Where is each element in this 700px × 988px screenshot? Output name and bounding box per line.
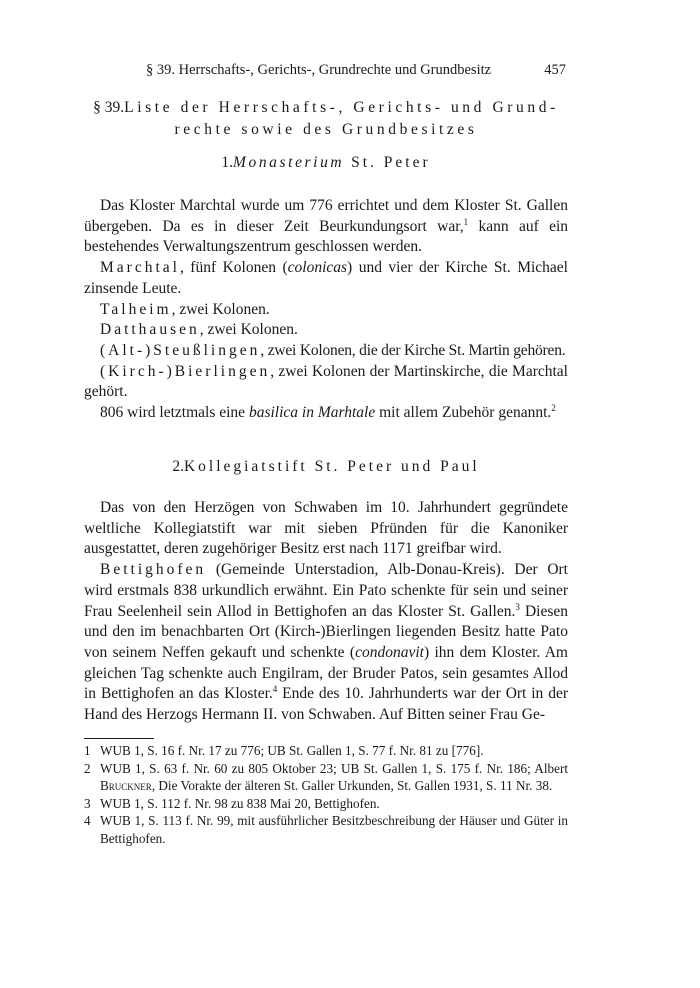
- italic-term: colonicas: [287, 259, 348, 277]
- place-name: Marchtal: [100, 259, 180, 277]
- section-heading: [84, 97, 568, 141]
- paragraph-text: ) und vier der Kirche St. Michael zinsende Leute.: [84, 259, 568, 297]
- footnote-ref: 2: [551, 403, 556, 414]
- paragraph-text: Diesen und den im benachbarten Ort (Kirch-)Bierlingen liegenden Besitz hatte Pato von seinem Neffen gekauft und schenkte (: [84, 602, 568, 661]
- footnote-text: , Die Vorakte der älteren St. Galler Urkunden, St. Gallen 1931, S. 11 Nr. 38.: [151, 778, 553, 793]
- paragraph: [84, 320, 568, 341]
- footnote: [84, 795, 568, 813]
- footnote-number: 2: [84, 760, 91, 776]
- paragraph-text: , zwei Kolonen.: [171, 300, 270, 318]
- paragraph: [84, 196, 568, 258]
- place-name: (Alt-)Steußlingen: [100, 341, 261, 359]
- footnote-text: WUB 1, S. 112 f. Nr. 98 zu 838 Mai 20, Bettighofen.: [100, 795, 380, 811]
- paragraph-text: Das Kloster Marchtal wurde um 776 errichtet und dem Kloster St. Gallen übergeben. Da es in dieser Zeit Beurkundungsort war,: [84, 197, 568, 235]
- part-1-body: [84, 196, 568, 424]
- page-number: 457: [544, 62, 566, 78]
- part-1-title-italic: Monasterium: [232, 154, 345, 171]
- paragraph: Das von den Herzögen von Schwaben im 10. Jahrhundert gegründete weltliche Kollegiatstift war mit sieben Pfründen für die Kanoniker ausgestattet, deren zugehöriger Besitz erst nach 1171 greifbar wird.: [84, 499, 568, 558]
- footnote-text: WUB 1, S. 113 f. Nr. 99, mit ausführlicher Besitzbeschreibung der Häuser und Güter in Bettighofen.: [100, 813, 568, 846]
- footnote-ref: 4: [272, 684, 278, 695]
- paragraph-text: Ende des 10. Jahrhunderts war der Ort in der Hand des Herzogs Hermann II. von Schwaben. Auf Bitten seiner Frau Ge-: [84, 685, 568, 724]
- italic-term: condonavit: [355, 643, 424, 661]
- footnote: [84, 742, 568, 760]
- section-title-line-1: Liste der Herrschafts-, Gerichts- und Grund-: [124, 99, 559, 116]
- section-number: § 39.: [93, 99, 125, 116]
- part-2-body: [84, 498, 568, 726]
- paragraph-text: kann auf ein bestehendes Verwaltungszentrum geschlossen werden.: [84, 217, 569, 256]
- paragraph-text: , fünf Kolonen (: [179, 259, 288, 277]
- paragraph: [84, 362, 568, 403]
- paragraph: [84, 300, 568, 321]
- paragraph-text: 806 wird letztmals eine: [100, 404, 249, 422]
- part-2-title: Kollegiatstift St. Peter und Paul: [183, 458, 480, 475]
- part-2-heading: [84, 456, 568, 478]
- paragraph-text: ) ihn dem Kloster. Am gleichen Tag schenkte auch Engilram, der Bruder Patos, sein gesamtes Allod in Bettighofen an das Kloster.: [84, 643, 568, 703]
- footnote-number: 4: [84, 813, 91, 828]
- place-name: (Kirch-)Bierlingen: [100, 362, 271, 380]
- paragraph-text: , zwei Kolonen.: [199, 321, 298, 339]
- footnote: [84, 760, 568, 795]
- running-head-title: § 39. Herrschafts-, Gerichts-, Grundrechte und Grundbesitz: [146, 62, 492, 78]
- place-name: Bettighofen: [100, 561, 207, 579]
- place-name: Datthausen: [100, 321, 200, 339]
- footnote-number: 1: [84, 743, 91, 758]
- italic-term: basilica in Marhtale: [248, 404, 376, 422]
- footnote-text: WUB 1, S. 16 f. Nr. 17 zu 776; UB St. Gallen 1, S. 77 f. Nr. 81 zu [776].: [100, 743, 484, 758]
- paragraph-text: , zwei Kolonen der Martinskirche, die Marchtal gehört.: [84, 362, 568, 401]
- paragraph: [84, 258, 568, 299]
- footnote-ref: 3: [515, 601, 520, 612]
- part-1-number: 1.: [221, 154, 233, 171]
- part-1-heading: [84, 152, 568, 174]
- section-title-line-2: rechte sowie des Grundbesitzes: [174, 121, 478, 138]
- footnote-author: Bruckner: [100, 778, 152, 793]
- paragraph: [84, 560, 568, 726]
- paragraph: [84, 341, 568, 362]
- part-1-title-rest: St. Peter: [351, 154, 431, 171]
- footnotes: [84, 742, 568, 847]
- footnote-ref: 1: [463, 216, 469, 227]
- footnote-text: WUB 1, S. 63 f. Nr. 60 zu 805 Oktober 23; UB St. Gallen 1, S. 175 f. Nr. 186; Albert: [100, 760, 568, 776]
- paragraph-text: mit allem Zubehör genannt.: [375, 404, 552, 422]
- paragraph: [84, 403, 568, 424]
- footnote-number: 3: [84, 795, 91, 811]
- paragraph-text: (Gemeinde Unterstadion, Alb-Donau-Kreis). Der Ort wird erstmals 838 urkundlich erwähnt. Ein Pato schenkte für sein und seiner Frau Seelenheil sein Allod in Bettighofen an das Kloster St. Gallen.: [84, 561, 568, 620]
- paragraph-text: , zwei Kolonen, die der Kirche St. Martin gehören.: [260, 341, 566, 359]
- place-name: Talheim: [100, 300, 172, 318]
- part-2-number: 2.: [172, 458, 184, 475]
- footnote: [84, 812, 568, 847]
- footnote-separator: [84, 738, 154, 739]
